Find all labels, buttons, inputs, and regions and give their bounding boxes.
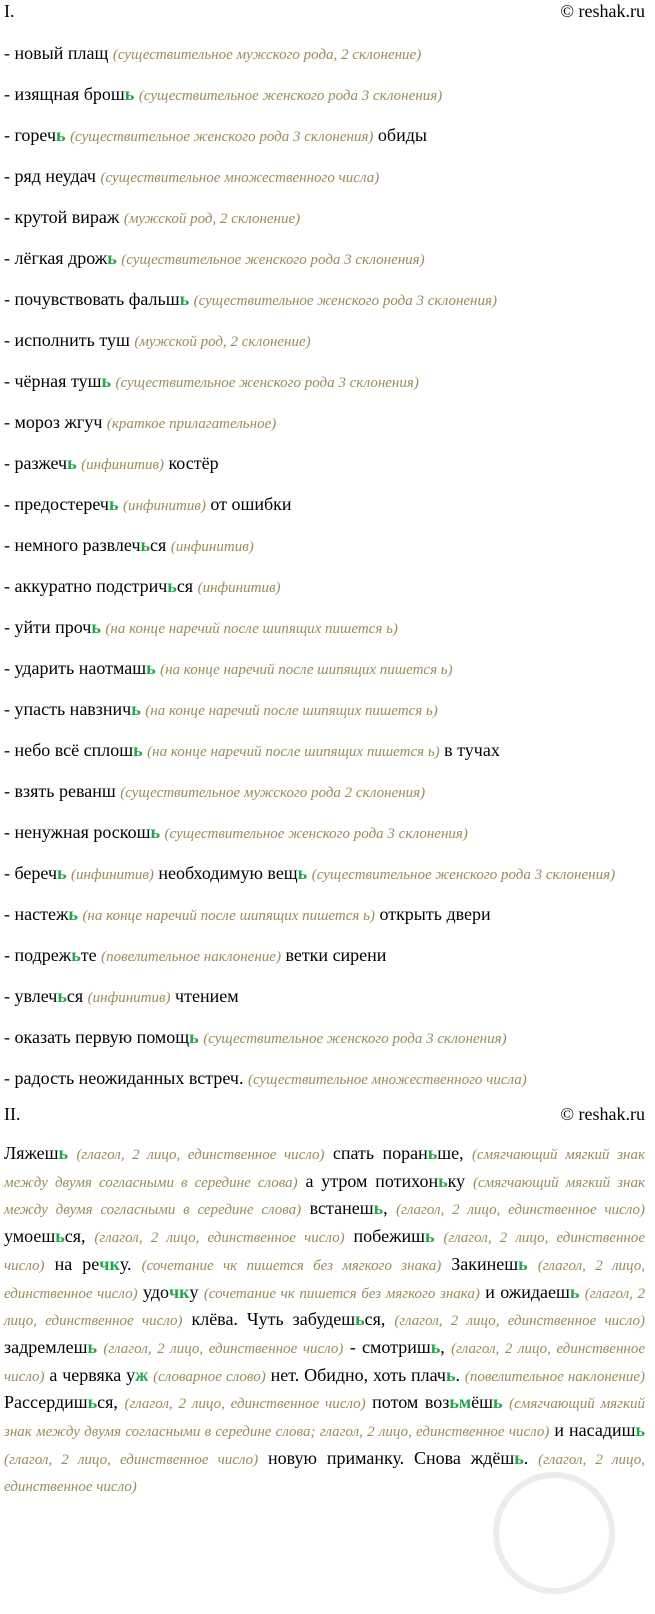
text-fragment: - уйти проч bbox=[4, 617, 92, 637]
text-fragment: - гореч bbox=[4, 125, 57, 145]
text-fragment: - немного развлеч bbox=[4, 535, 141, 555]
text-fragment: - небо всё сплош bbox=[4, 740, 134, 760]
grammar-note: (существительное множественного числа) bbox=[100, 170, 380, 186]
grammar-note: (глагол, 2 лицо, единственное число) bbox=[4, 1257, 645, 1302]
grammar-note: (смягчающий мягкий знак между двумя согласными в середине слова) bbox=[4, 1147, 645, 1191]
list-item bbox=[4, 739, 645, 763]
text-fragment: - настеж bbox=[4, 904, 69, 924]
text-fragment: - изящная брош bbox=[4, 84, 125, 104]
grammar-note: чк bbox=[280, 1285, 295, 1302]
text-fragment: - ударить наотмаш bbox=[4, 658, 147, 678]
text-fragment: - упасть навзнич bbox=[4, 699, 132, 719]
grammar-note: (повелительное наклонение) bbox=[464, 1368, 646, 1385]
grammar-note: (инфинитив) bbox=[71, 867, 154, 883]
text-fragment: - взять реванш bbox=[4, 781, 121, 801]
list-item bbox=[4, 1067, 645, 1091]
highlight-letter: ьм bbox=[449, 1392, 472, 1413]
grammar-note: (на конце наречий после шипящих пишется ь) bbox=[160, 662, 453, 678]
section-2-number: II. bbox=[4, 1104, 21, 1124]
list-item bbox=[4, 329, 645, 353]
grammar-note: (инфинитив) bbox=[197, 580, 281, 596]
list-item bbox=[4, 944, 645, 968]
text-fragment: - крутой вираж bbox=[4, 207, 124, 227]
grammar-note: (на конце наречий после шипящих пишется ь) bbox=[82, 908, 375, 924]
text-fragment: задремлеш bbox=[4, 1336, 88, 1357]
list-item bbox=[4, 288, 645, 312]
grammar-note: (на конце наречий после шипящих пишется ь) bbox=[147, 744, 440, 760]
grammar-note: (существительное женского рода 3 склонения) bbox=[70, 129, 374, 145]
highlight-letter: ь bbox=[87, 1336, 98, 1357]
grammar-note: (смягчающий мягкий знак между двумя согласными в середине слова) bbox=[4, 1174, 645, 1219]
list-item bbox=[4, 534, 645, 558]
highlight-letter: ь bbox=[146, 658, 156, 678]
grammar-note: (инфинитив) bbox=[81, 457, 164, 473]
text-fragment: - ненужная роскош bbox=[4, 822, 151, 842]
highlight-letter: ь bbox=[71, 945, 81, 965]
list-item bbox=[4, 698, 645, 722]
text-fragment: необходимую вещ bbox=[153, 863, 298, 883]
grammar-note: (существительное множественного числа) bbox=[247, 1072, 527, 1088]
grammar-note: (существительное женского рода 3 склонения) bbox=[164, 826, 468, 842]
highlight-letter: ж bbox=[135, 1364, 149, 1385]
list-item bbox=[4, 862, 645, 886]
text-fragment: ся, bbox=[64, 1226, 95, 1247]
text-fragment: встанеш bbox=[301, 1198, 374, 1219]
text-fragment: новую приманку. Снова ждёш bbox=[258, 1447, 515, 1468]
text-fragment: - береч bbox=[4, 863, 57, 883]
highlight-letter: ь bbox=[514, 1447, 524, 1468]
list-item bbox=[4, 493, 645, 517]
text-fragment: - подреж bbox=[4, 945, 72, 965]
text-fragment: - почувствовать фальш bbox=[4, 289, 180, 309]
list-item bbox=[4, 985, 645, 1009]
grammar-note: (глагол, 2 лицо, единственное число) bbox=[4, 1451, 259, 1468]
highlight-letter: ь bbox=[492, 1392, 503, 1413]
highlight-letter: ь bbox=[91, 617, 101, 637]
grammar-note: (мужской род, 2 склонение) bbox=[123, 211, 301, 227]
grammar-note: (существительное женского рода 3 склонения) bbox=[203, 1031, 507, 1047]
grammar-note: (существительное женского рода 3 склонения) bbox=[311, 867, 616, 883]
highlight-letter: ь bbox=[87, 1392, 98, 1413]
highlight-letter: ь bbox=[131, 699, 141, 719]
watermark-circle bbox=[493, 1472, 615, 1594]
text-fragment: спать поран bbox=[324, 1143, 428, 1163]
highlight-letter: ь bbox=[425, 1226, 435, 1247]
list-item bbox=[4, 821, 645, 845]
list-item bbox=[4, 575, 645, 599]
list-item bbox=[4, 780, 645, 804]
list-item bbox=[4, 657, 645, 681]
grammar-note: (существительное женского рода 3 склонения) bbox=[193, 293, 497, 309]
text-fragment: - исполнить туш bbox=[4, 330, 135, 350]
grammar-note: (существительное женского рода 3 склонения) bbox=[121, 252, 425, 268]
list-item bbox=[4, 452, 645, 476]
text-fragment: нет. Обидно, хоть плач bbox=[265, 1364, 446, 1385]
text-fragment: потом воз bbox=[365, 1392, 450, 1413]
list-item bbox=[4, 903, 645, 927]
text-fragment: ся, bbox=[97, 1392, 125, 1413]
highlight-letter: ь bbox=[57, 863, 67, 883]
text-fragment: у. bbox=[119, 1253, 142, 1274]
text-fragment: Рассердиш bbox=[4, 1392, 88, 1413]
highlight-letter: ь bbox=[108, 494, 119, 514]
text-fragment: - смотриш bbox=[343, 1336, 431, 1357]
grammar-note: чк bbox=[223, 1257, 238, 1274]
grammar-note: (существительное мужского рода 2 склонения) bbox=[120, 785, 426, 801]
grammar-note: ь bbox=[386, 621, 393, 637]
text-fragment: , bbox=[383, 1198, 397, 1219]
section-2-paragraph bbox=[4, 1141, 645, 1501]
grammar-note: (глагол, 2 лицо, единственное число) bbox=[94, 1230, 345, 1247]
grammar-note: (сочетание bbox=[141, 1257, 224, 1274]
grammar-note: (существительное женского рода 3 склонения) bbox=[138, 88, 443, 104]
grammar-note: (глагол, 2 лицо, единственное число) bbox=[4, 1451, 645, 1496]
grammar-note: (существительное мужского рода, 2 склонение) bbox=[112, 47, 422, 63]
text-fragment: ше, bbox=[437, 1143, 472, 1163]
highlight-letter: ь bbox=[427, 1143, 438, 1163]
highlight-letter: ь bbox=[133, 740, 143, 760]
text-fragment: умоеш bbox=[4, 1226, 56, 1247]
text-fragment: клёва. Чуть забудеш bbox=[182, 1309, 356, 1330]
highlight-letter: ь bbox=[438, 1170, 448, 1191]
highlight-letter: ь bbox=[67, 453, 77, 473]
grammar-note: (инфинитив) bbox=[87, 990, 171, 1006]
grammar-note: (глагол, 2 лицо, единственное число) bbox=[4, 1340, 646, 1385]
text-fragment: ветки сирени bbox=[280, 945, 387, 965]
text-fragment: ёш bbox=[471, 1392, 493, 1413]
grammar-note: пишется без мягкого знака) bbox=[294, 1285, 480, 1302]
grammar-note: пишется без мягкого знака) bbox=[237, 1257, 442, 1274]
highlight-letter: чк bbox=[169, 1281, 190, 1302]
highlight-letter: ь bbox=[56, 125, 66, 145]
grammar-note: (на конце наречий после шипящих пишется bbox=[105, 621, 387, 637]
grammar-note: (инфинитив) bbox=[122, 498, 206, 514]
text-fragment: Закинеш bbox=[441, 1253, 519, 1274]
text-fragment: ся, bbox=[364, 1309, 395, 1330]
highlight-letter: ь bbox=[569, 1281, 580, 1302]
text-fragment: - чёрная туш bbox=[4, 371, 102, 391]
text-fragment: ся bbox=[150, 535, 171, 555]
section-1-number: I. bbox=[4, 1, 15, 21]
list-item bbox=[4, 247, 645, 271]
text-fragment: от ошибки bbox=[205, 494, 292, 514]
text-fragment: , bbox=[440, 1336, 452, 1357]
list-item bbox=[4, 165, 645, 189]
text-fragment: . bbox=[455, 1364, 465, 1385]
highlight-letter: ь bbox=[107, 248, 117, 268]
text-fragment: Ляжеш bbox=[4, 1143, 59, 1163]
text-fragment: ку bbox=[447, 1170, 473, 1191]
text-fragment: ся bbox=[176, 576, 198, 596]
list-item bbox=[4, 370, 645, 394]
list-item bbox=[4, 83, 645, 107]
text-fragment: удо bbox=[137, 1281, 170, 1302]
highlight-letter: ь bbox=[179, 289, 190, 309]
text-fragment: - мороз жгуч bbox=[4, 412, 107, 432]
text-fragment: - аккуратно подстрич bbox=[4, 576, 168, 596]
text-fragment: открыть двери bbox=[374, 904, 491, 924]
section-1-header bbox=[4, 0, 645, 22]
text-fragment: - разжеч bbox=[4, 453, 68, 473]
grammar-note: (сочетание bbox=[203, 1285, 281, 1302]
grammar-note: (глагол, 2 лицо, единственное число) bbox=[124, 1396, 366, 1413]
section-1-copyright: © reshak.ru bbox=[560, 1, 645, 21]
text-fragment: чтением bbox=[170, 986, 239, 1006]
grammar-note: (глагол, 2 лицо, единственное число) bbox=[4, 1230, 645, 1274]
section-2-copyright: © reshak.ru bbox=[560, 1104, 645, 1124]
grammar-note: (инфинитив) bbox=[170, 539, 254, 555]
grammar-note: (глагол, 2 лицо, единственное число) bbox=[394, 1313, 645, 1330]
grammar-note: ) bbox=[392, 621, 398, 637]
text-fragment: костёр bbox=[163, 453, 219, 473]
grammar-note: (смягчающий мягкий знак между двумя согласными в середине слова; глагол, 2 лицо, единственное число) bbox=[4, 1396, 645, 1441]
highlight-letter: ь bbox=[150, 822, 161, 842]
text-fragment: - лёгкая дрож bbox=[4, 248, 108, 268]
grammar-note: (на конце наречий после шипящих пишется ь) bbox=[145, 703, 438, 719]
grammar-note: (глагол, 2 лицо, единственное число) bbox=[396, 1202, 645, 1219]
highlight-letter: ь bbox=[124, 84, 135, 104]
grammar-note: (глагол, 2 лицо, единственное число) bbox=[4, 1285, 646, 1330]
list-item bbox=[4, 616, 645, 640]
grammar-note: (повелительное наклонение) bbox=[101, 949, 281, 965]
highlight-letter: ь bbox=[101, 371, 111, 391]
text-fragment: в тучах bbox=[439, 740, 500, 760]
highlight-letter: ь bbox=[445, 1364, 456, 1385]
text-fragment: - оказать первую помощ bbox=[4, 1027, 190, 1047]
text-fragment: . bbox=[523, 1447, 539, 1468]
highlight-letter: ь bbox=[57, 986, 67, 1006]
text-fragment: - предостереч bbox=[4, 494, 109, 514]
text-fragment: у bbox=[189, 1281, 204, 1302]
text-fragment: обиды bbox=[373, 125, 427, 145]
text-fragment: - радость неожиданных встреч. bbox=[4, 1068, 248, 1088]
highlight-letter: ь bbox=[355, 1309, 365, 1330]
list-item bbox=[4, 411, 645, 435]
text-fragment: побежиш bbox=[344, 1226, 426, 1247]
highlight-letter: ь bbox=[297, 863, 308, 883]
highlight-letter: ь bbox=[189, 1027, 199, 1047]
highlight-letter: ь bbox=[167, 576, 177, 596]
section-2-header bbox=[4, 1103, 645, 1125]
text-fragment: - увлеч bbox=[4, 986, 58, 1006]
grammar-note: (словарное слово) bbox=[153, 1368, 266, 1385]
section-1-list bbox=[4, 42, 645, 1091]
text-fragment: а утром потихон bbox=[297, 1170, 439, 1191]
list-item bbox=[4, 42, 645, 66]
grammar-note: (краткое прилагательное) bbox=[106, 416, 277, 432]
text-fragment bbox=[528, 1254, 538, 1274]
highlight-letter: ь bbox=[140, 535, 151, 555]
text-fragment: - ряд неудач bbox=[4, 166, 101, 186]
grammar-note: (глагол, 2 лицо, единственное число) bbox=[103, 1340, 344, 1357]
list-item bbox=[4, 1026, 645, 1050]
text-fragment: и насадиш bbox=[549, 1420, 636, 1441]
highlight-letter: чк bbox=[99, 1253, 120, 1274]
highlight-letter: ь bbox=[58, 1143, 69, 1163]
text-fragment: те bbox=[80, 945, 102, 965]
text-fragment: и ожидаеш bbox=[479, 1281, 570, 1302]
grammar-note: (мужской род, 2 склонение) bbox=[134, 334, 311, 350]
list-item bbox=[4, 124, 645, 148]
highlight-letter: ь bbox=[430, 1336, 441, 1357]
grammar-note: (глагол, 2 лицо, единственное число) bbox=[76, 1147, 325, 1163]
highlight-letter: ь bbox=[55, 1226, 65, 1247]
text-fragment: на ре bbox=[44, 1253, 100, 1274]
list-item bbox=[4, 206, 645, 230]
text-fragment: - новый плащ bbox=[4, 43, 113, 63]
highlight-letter: ь bbox=[373, 1198, 384, 1219]
text-fragment: ся bbox=[66, 986, 88, 1006]
highlight-letter: ь bbox=[518, 1253, 528, 1274]
highlight-letter: ь bbox=[68, 904, 78, 924]
grammar-note: (существительное женского рода 3 склонения) bbox=[115, 375, 419, 391]
highlight-letter: ь bbox=[635, 1420, 646, 1441]
text-fragment: а червяка у bbox=[44, 1364, 136, 1385]
